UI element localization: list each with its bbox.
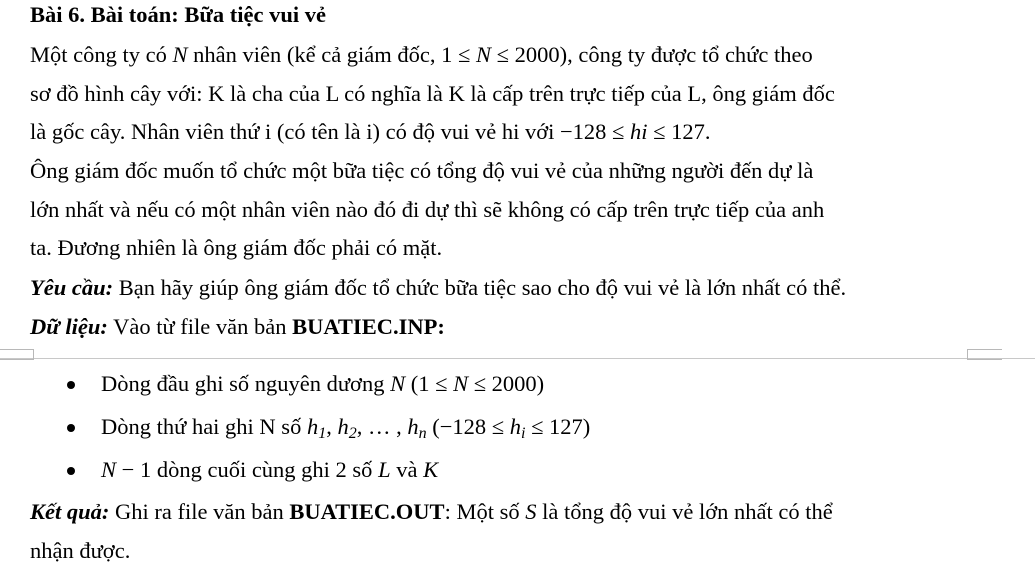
input-filename: BUATIEC.INP: (292, 314, 445, 339)
math-var: N (453, 371, 469, 396)
bullet-item-2 (101, 412, 590, 449)
bullet-item-3 (101, 455, 438, 485)
text: Dòng thứ hai ghi N số (101, 414, 307, 439)
text: (1 ≤ (405, 371, 454, 396)
paragraph-intro-line-2: sơ đồ hình cây với: K là cha của L có nghĩa là K là cấp trên trực tiếp của L, ông giám đốc (30, 81, 835, 106)
math-var: L (378, 457, 391, 482)
subscript: n (418, 425, 427, 442)
subscript: 2 (348, 425, 357, 442)
text: , … , (356, 414, 408, 439)
text: Một công ty có (30, 42, 173, 67)
text: , (326, 414, 338, 439)
text: nhân viên (kể cả giám đốc, 1 ≤ (187, 42, 477, 67)
output-label: Kết quả: (30, 499, 110, 524)
paragraph-goal-line-3: ta. Đương nhiên là ông giám đốc phải có mặt. (30, 235, 443, 260)
input-data-line (30, 312, 445, 342)
paragraph-intro-line-1 (30, 40, 813, 70)
paragraph-intro-line-3 (30, 117, 711, 147)
page-margin-marker-right (967, 349, 1002, 360)
problem-title: Bài 6. Bài toán: Bữa tiệc vui vẻ (30, 2, 326, 27)
page-break-line (0, 358, 1035, 359)
text: ≤ 2000), công ty được tổ chức theo (491, 42, 813, 67)
paragraph-goal-line-1: Ông giám đốc muốn tổ chức một bữa tiệc có tổng độ vui vẻ của những người đến dự là (30, 158, 814, 183)
input-text: Vào từ file văn bản (107, 314, 293, 339)
text: và (390, 457, 424, 482)
output-line-2: nhận được. (30, 538, 131, 563)
math-var: S (525, 499, 537, 524)
text: : Một số (444, 499, 526, 524)
math-var: h (509, 414, 521, 439)
math-var: N (101, 457, 117, 482)
bullet-dot (67, 381, 75, 389)
text: là gốc cây. Nhân viên thứ i (có tên là i) có độ vui vẻ hi với −128 ≤ (30, 119, 631, 144)
text: ≤ 2000) (468, 371, 545, 396)
math-var: h (407, 414, 419, 439)
bullet-dot (67, 424, 75, 432)
text: − 1 dòng cuối cùng ghi 2 số (116, 457, 379, 482)
math-var: hi (630, 119, 648, 144)
input-label: Dữ liệu: (30, 314, 108, 339)
output-filename: BUATIEC.OUT (289, 499, 445, 524)
page-margin-marker-left (0, 349, 34, 360)
text: là tổng độ vui vẻ lớn nhất có thể (536, 499, 833, 524)
subscript: 1 (318, 425, 327, 442)
bullet-dot (67, 467, 75, 475)
math-var: N (390, 371, 406, 396)
text: Ghi ra file văn bản (109, 499, 290, 524)
subscript: i (520, 425, 526, 442)
text: (−128 ≤ (426, 414, 510, 439)
bullet-item-1 (101, 369, 544, 399)
text: ≤ 127. (647, 119, 711, 144)
requirement-text: Bạn hãy giúp ông giám đốc tổ chức bữa tiệc sao cho độ vui vẻ là lớn nhất có thể. (113, 275, 847, 300)
math-var: N (172, 42, 188, 67)
math-var: h (306, 414, 319, 439)
math-var: K (423, 457, 439, 482)
text: Dòng đầu ghi số nguyên dương (101, 371, 391, 396)
requirement-line (30, 273, 846, 303)
paragraph-goal-line-2: lớn nhất và nếu có một nhân viên nào đó đi dự thì sẽ không có cấp trên trực tiếp của anh (30, 197, 825, 222)
text: ≤ 127) (525, 414, 591, 439)
math-var: N (476, 42, 492, 67)
math-var: h (337, 414, 349, 439)
output-line-1 (30, 497, 833, 527)
requirement-label: Yêu cầu: (30, 275, 114, 300)
